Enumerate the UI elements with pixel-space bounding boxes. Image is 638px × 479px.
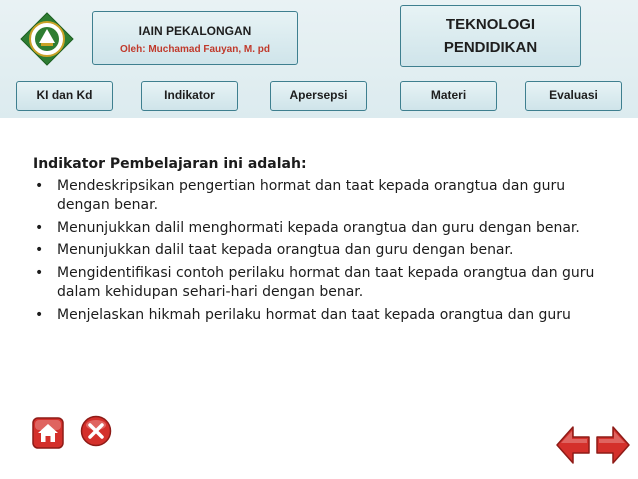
arrow-right-icon[interactable]	[595, 424, 631, 466]
institution-name: IAIN PEKALONGAN	[138, 24, 252, 38]
indicator-list	[33, 177, 608, 326]
bullet-mark: •	[35, 219, 44, 236]
close-icon[interactable]	[80, 415, 112, 447]
home-icon[interactable]	[32, 417, 64, 449]
bullet-mark: •	[35, 306, 44, 323]
list-item	[33, 219, 608, 239]
subject-title: TEKNOLOGI PENDIDIKAN	[443, 16, 538, 56]
institution-box	[92, 11, 298, 65]
nav-tab-evaluasi[interactable]: Evaluasi	[525, 81, 622, 111]
iain-pekalongan-logo	[19, 11, 75, 67]
list-item-text: Mendeskripsikan pengertian hormat dan taat kepada orangtua dan guru dengan benar.	[57, 177, 566, 213]
list-item	[33, 264, 608, 303]
list-item	[33, 241, 608, 261]
subject-box	[400, 5, 581, 67]
bullet-mark: •	[35, 242, 44, 258]
list-item-text: Mengidentifikasi contoh perilaku hormat dan taat kepada orangtua dan guru dalam kehidupan sehari-hari dengan benar.	[57, 264, 595, 300]
bullet-mark: •	[35, 264, 44, 281]
nav-tab-materi[interactable]: Materi	[400, 81, 497, 111]
list-item-text: Menunjukkan dalil taat kepada orangtua dan guru dengan benar.	[57, 242, 514, 258]
list-item-text: Menjelaskan hikmah perilaku hormat dan taat kepada orangtua dan guru	[57, 306, 571, 323]
nav-tab-indikator[interactable]: Indikator	[141, 81, 238, 111]
nav-tab-ki-dan-kd[interactable]: KI dan Kd	[16, 81, 113, 111]
list-item	[33, 177, 608, 216]
arrow-left-icon[interactable]	[555, 424, 591, 466]
list-item	[33, 306, 608, 326]
indicator-content	[33, 155, 608, 328]
content-title: Indikator Pembelajaran ini adalah:	[33, 156, 307, 172]
author-credit: Oleh: Muchamad Fauyan, M. pd	[119, 44, 270, 55]
nav-tab-apersepsi[interactable]: Apersepsi	[270, 81, 367, 111]
bullet-mark: •	[35, 177, 44, 194]
list-item-text: Menunjukkan dalil menghormati kepada orangtua dan guru dengan benar.	[57, 219, 580, 236]
